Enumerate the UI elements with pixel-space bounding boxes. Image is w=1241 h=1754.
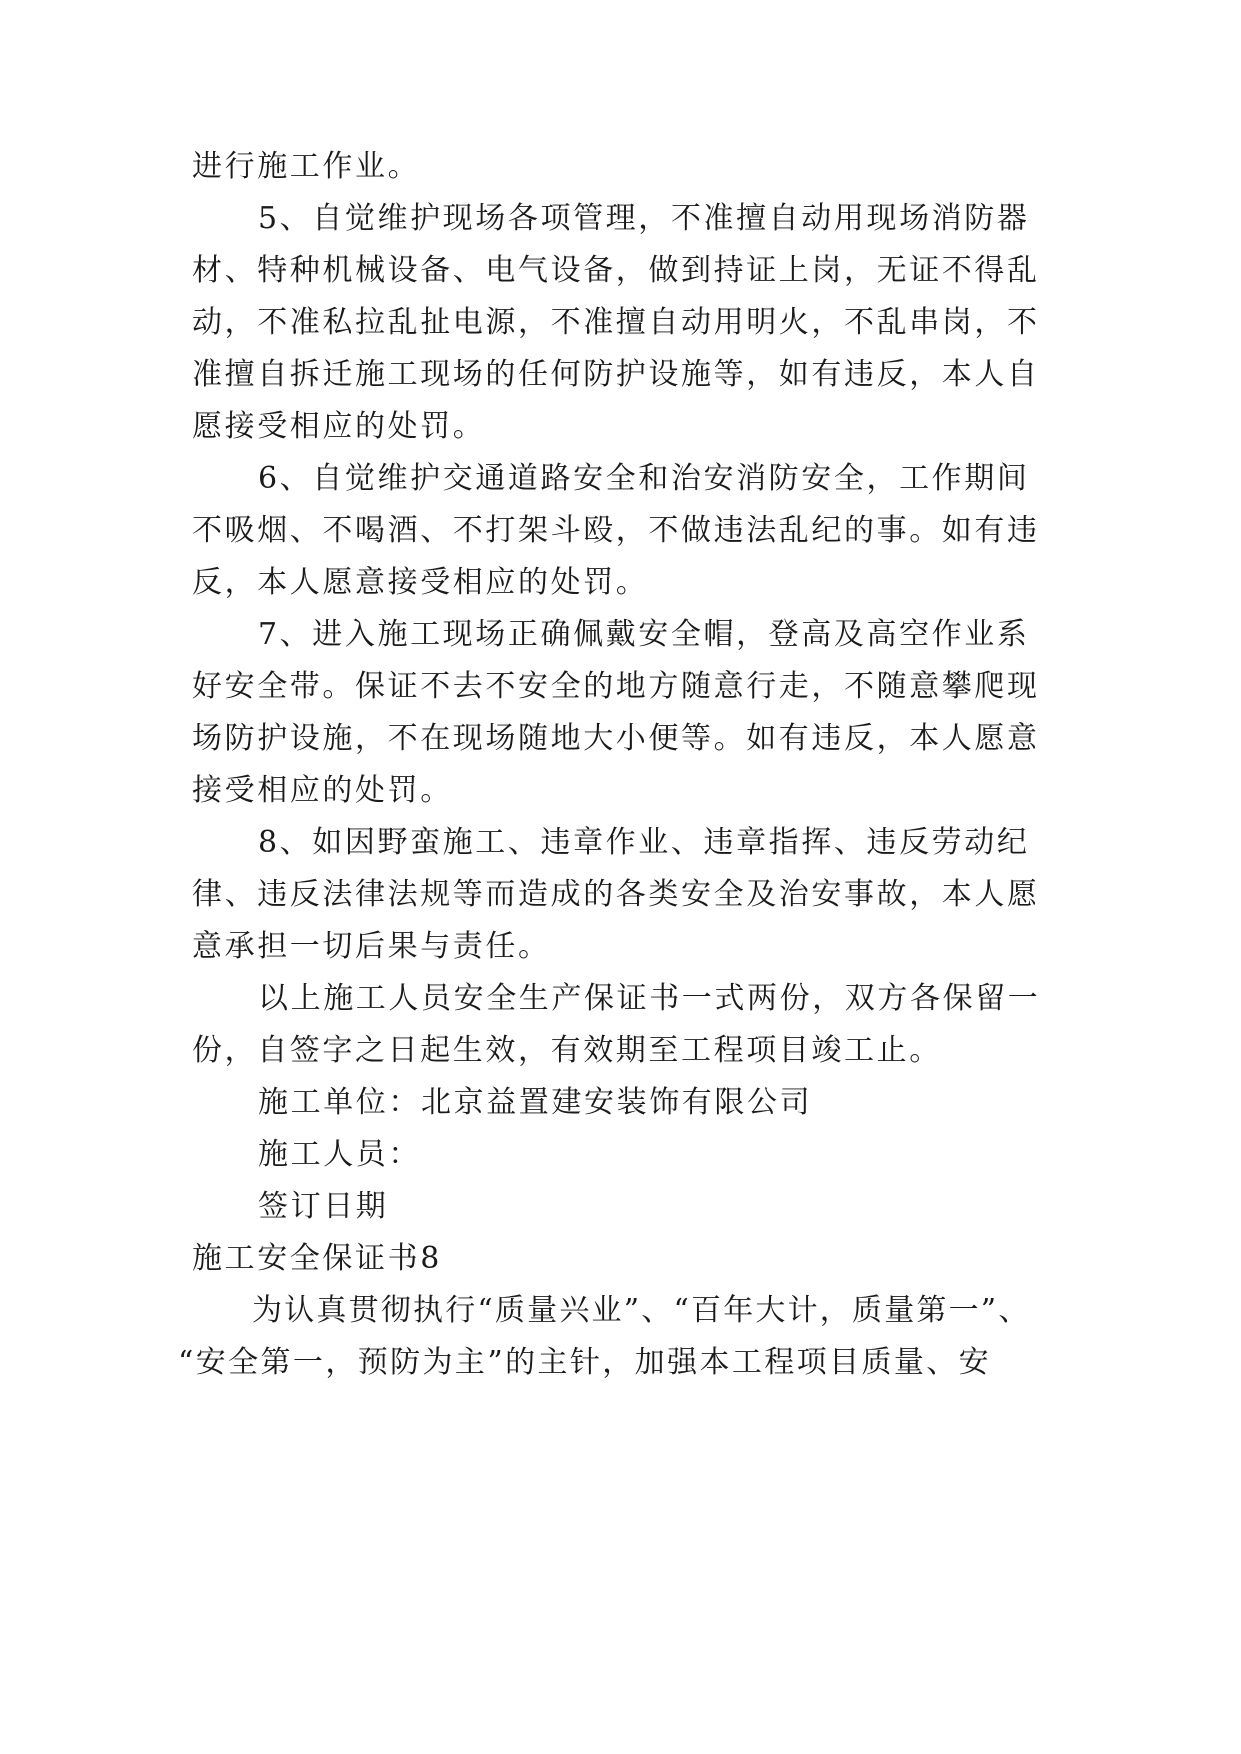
next-section-line-2: “安全第一，预防为主”的主针，加强本工程项目质量、安 [178,1345,992,1380]
closing-line-1: 以上施工人员安全生产保证书一式两份，双方各保留一 [258,981,1041,1016]
continuation-line: 进行施工作业。 [192,149,421,184]
section-title: 施工安全保证书8 [192,1241,442,1276]
item-6-line-1: 6、自觉维护交通道路安全和治安消防安全，工作期间 [258,461,1030,496]
item-5-line-1: 5、自觉维护现场各项管理，不准擅自动用现场消防器 [258,201,1030,236]
closing-line-2: 份，自签字之日起生效，有效期至工程项目竣工止。 [192,1033,942,1068]
item-5-line-5: 愿接受相应的处罚。 [192,409,486,444]
signature-date: 签订日期 [258,1189,389,1224]
next-section-line-1: 为认真贯彻执行“质量兴业”、“百年大计，质量第一”、 [252,1293,1031,1328]
item-5-line-4: 准擅自拆迁施工现场的任何防护设施等，如有违反，本人自 [192,357,1040,392]
item-7-line-1: 7、进入施工现场正确佩戴安全帽，登高及高空作业系 [258,617,1030,652]
item-6-line-2: 不吸烟、不喝酒、不打架斗殴，不做违法乱纪的事。如有违 [192,513,1040,548]
signature-person: 施工人员： [258,1137,421,1172]
item-6-line-3: 反，本人愿意接受相应的处罚。 [192,565,649,600]
signature-unit: 施工单位：北京益置建安装饰有限公司 [258,1085,813,1120]
item-8-line-1: 8、如因野蛮施工、违章作业、违章指挥、违反劳动纪 [258,825,1030,860]
item-7-line-4: 接受相应的处罚。 [192,773,453,808]
item-8-line-3: 意承担一切后果与责任。 [192,929,551,964]
item-5-line-3: 动，不准私拉乱扯电源，不准擅自动用明火，不乱串岗，不 [192,305,1040,340]
item-8-line-2: 律、违反法律法规等而造成的各类安全及治安事故，本人愿 [192,877,1040,912]
item-5-line-2: 材、特种机械设备、电气设备，做到持证上岗，无证不得乱 [192,253,1040,288]
item-7-line-3: 场防护设施，不在现场随地大小便等。如有违反，本人愿意 [192,721,1040,756]
item-7-line-2: 好安全带。保证不去不安全的地方随意行走，不随意攀爬现 [192,669,1040,704]
